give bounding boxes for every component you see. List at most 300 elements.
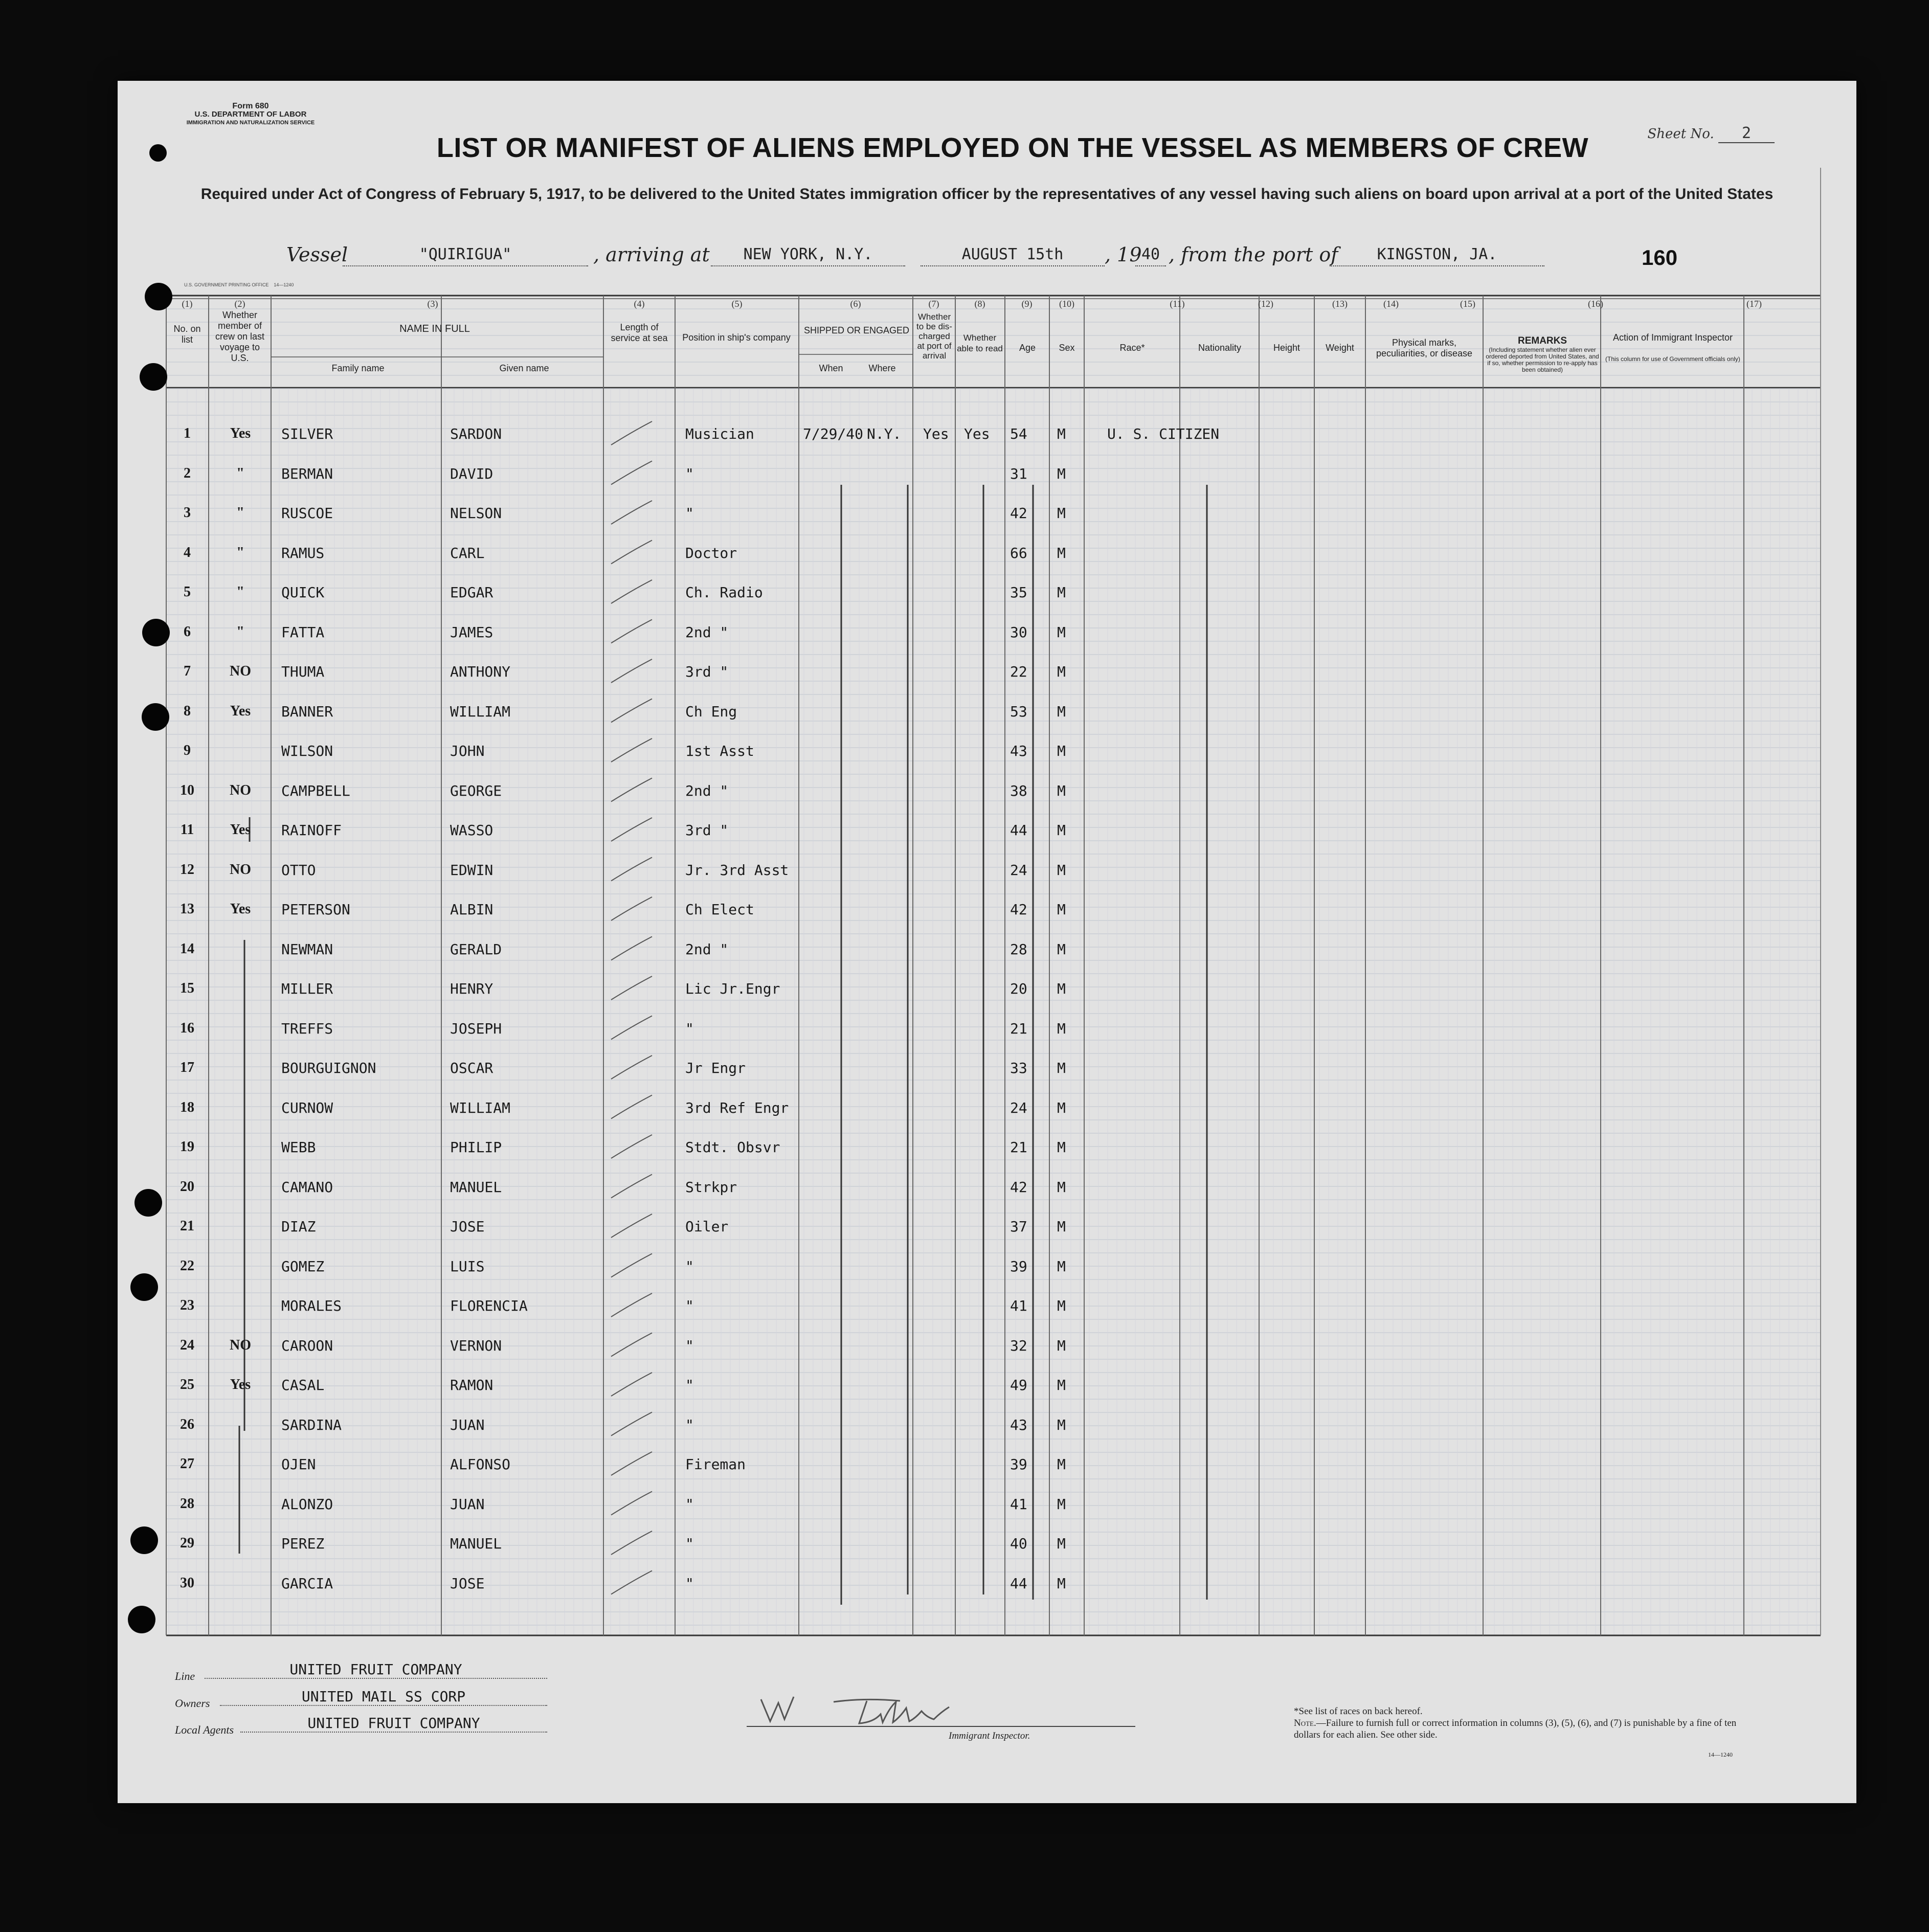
age-cell: 41 — [1010, 1495, 1027, 1513]
shipped-where-cell: N.Y. — [867, 425, 902, 442]
family-name-cell: MILLER — [281, 980, 333, 997]
position-cell: " — [685, 465, 694, 482]
sex-cell: M — [1057, 1297, 1066, 1314]
column-number: (11) — [1170, 299, 1185, 309]
sex-cell: M — [1057, 743, 1066, 759]
sex-cell: M — [1057, 782, 1066, 799]
column-number: (12) — [1258, 299, 1273, 309]
row-number: 26 — [180, 1416, 194, 1432]
service-tick-mark — [611, 778, 652, 802]
column-number: (8) — [974, 299, 985, 309]
sex-cell: M — [1057, 1495, 1066, 1513]
last-voyage-cell: Yes — [230, 822, 251, 838]
department-name: U.S. DEPARTMENT OF LABOR — [194, 110, 307, 119]
sex-cell: M — [1057, 703, 1066, 720]
row-number: 13 — [180, 901, 194, 917]
family-name-cell: OTTO — [281, 861, 316, 879]
family-name-cell: CURNOW — [281, 1099, 333, 1116]
age-cell: 44 — [1010, 822, 1027, 839]
age-cell: 31 — [1010, 465, 1027, 482]
header-when: When — [819, 363, 843, 373]
age-cell: 28 — [1010, 940, 1027, 958]
punch-hole — [145, 283, 172, 310]
row-number: 9 — [184, 743, 191, 758]
given-name-cell: HENRY — [450, 980, 494, 997]
given-name-cell: JAMES — [450, 623, 494, 641]
header-whether-crew: Whether member of crew on last voyage to U.S. — [215, 310, 265, 363]
given-name-cell: SARDON — [450, 425, 502, 442]
given-name-cell: GEORGE — [450, 782, 502, 799]
service-tick-mark — [611, 897, 652, 920]
last-voyage-cell: NO — [230, 663, 251, 679]
agents-value: UNITED FRUIT COMPANY — [240, 1715, 547, 1733]
given-name-cell: JOHN — [450, 743, 485, 759]
family-name-cell: PETERSON — [281, 901, 350, 918]
row-number: 29 — [180, 1535, 194, 1551]
position-cell: Jr. 3rd Asst — [685, 861, 789, 879]
service-tick-mark — [611, 620, 652, 643]
age-cell: 21 — [1010, 1020, 1027, 1037]
service-name: IMMIGRATION AND NATURALIZATION SERVICE — [186, 120, 315, 126]
sex-cell: M — [1057, 1020, 1066, 1037]
row-number: 27 — [180, 1456, 194, 1472]
arrival-port: NEW YORK, N.Y. — [711, 245, 905, 266]
sex-cell: M — [1057, 1218, 1066, 1235]
service-tick-mark — [611, 541, 652, 564]
sex-cell: M — [1057, 544, 1066, 561]
family-name-cell: THUMA — [281, 663, 325, 680]
service-tick-mark — [611, 421, 652, 445]
sex-cell: M — [1057, 1575, 1066, 1592]
punch-hole — [140, 363, 167, 391]
service-tick-mark — [611, 580, 652, 603]
age-cell: 42 — [1010, 505, 1027, 522]
position-cell: 2nd " — [685, 940, 729, 958]
sex-cell: M — [1057, 623, 1066, 641]
arrival-date: AUGUST 15th — [921, 245, 1105, 266]
footer-code: 14—1240 — [1708, 1751, 1733, 1758]
position-cell: Ch Eng — [685, 703, 737, 720]
column-number: (5) — [731, 299, 743, 309]
sheet-label: Sheet No. — [1647, 126, 1714, 142]
family-name-cell: ALONZO — [281, 1495, 333, 1513]
vessel-name: "QUIRIGUA" — [343, 245, 588, 266]
row-number: 28 — [180, 1495, 194, 1512]
last-voyage-cell: " — [236, 584, 244, 600]
sex-cell: M — [1057, 980, 1066, 997]
sex-cell: M — [1057, 1377, 1066, 1394]
inspector-signature — [747, 1681, 1135, 1727]
row-number: 10 — [180, 782, 194, 798]
departure-port: KINGSTON, JA. — [1330, 245, 1544, 266]
position-cell: " — [685, 1257, 694, 1275]
row-number: 22 — [180, 1257, 194, 1274]
row-number: 17 — [180, 1060, 194, 1075]
given-name-cell: VERNON — [450, 1337, 502, 1354]
family-name-cell: QUICK — [281, 584, 325, 601]
column-number: (1) — [182, 299, 193, 309]
family-name-cell: MORALES — [281, 1297, 342, 1314]
sex-cell: M — [1057, 1257, 1066, 1275]
header-position: Position in ship's company — [682, 332, 791, 343]
given-name-cell: JOSE — [450, 1575, 485, 1592]
service-tick-mark — [611, 461, 652, 485]
age-cell: 43 — [1010, 743, 1027, 759]
position-cell: " — [685, 1575, 694, 1592]
given-name-cell: MANUEL — [450, 1178, 502, 1196]
service-tick-mark — [611, 738, 652, 762]
sex-cell: M — [1057, 861, 1066, 879]
age-cell: 49 — [1010, 1377, 1027, 1394]
row-number: 1 — [184, 425, 191, 441]
sex-cell: M — [1057, 940, 1066, 958]
header-action-note: (This column for use of Government officials only) — [1605, 355, 1740, 363]
row-number: 19 — [180, 1139, 194, 1155]
family-name-cell: GARCIA — [281, 1575, 333, 1592]
document-title: LIST OR MANIFEST OF ALIENS EMPLOYED ON THE VESSEL AS MEMBERS OF CREW — [436, 132, 1589, 163]
row-number: 15 — [180, 980, 194, 996]
sex-cell: M — [1057, 822, 1066, 839]
given-name-cell: WILLIAM — [450, 703, 511, 720]
sex-cell: M — [1057, 1139, 1066, 1156]
position-cell: Oiler — [685, 1218, 729, 1235]
position-cell: Stdt. Obsvr — [685, 1139, 780, 1156]
row-number: 4 — [184, 544, 191, 560]
family-name-cell: TREFFS — [281, 1020, 333, 1037]
header-sex: Sex — [1059, 343, 1075, 353]
row-number: 25 — [180, 1377, 194, 1392]
punch-hole — [134, 1189, 162, 1217]
given-name-cell: CARL — [450, 544, 485, 561]
arriving-label: , arriving at — [593, 243, 710, 266]
age-cell: 44 — [1010, 1575, 1027, 1592]
age-cell: 33 — [1010, 1060, 1027, 1076]
service-tick-mark — [611, 699, 652, 723]
row-number: 30 — [180, 1575, 194, 1591]
line-label: Line — [175, 1670, 195, 1682]
column-number: (9) — [1021, 299, 1033, 309]
header-action: Action of Immigrant Inspector — [1612, 332, 1733, 343]
position-cell: Jr Engr — [685, 1060, 746, 1076]
row-number: 5 — [184, 584, 191, 600]
age-cell: 54 — [1010, 425, 1027, 442]
header-nationality: Nationality — [1198, 343, 1242, 353]
sex-cell: M — [1057, 1416, 1066, 1433]
sex-cell: M — [1057, 663, 1066, 680]
form-number: Form 680 — [232, 102, 269, 110]
position-cell: " — [685, 1495, 694, 1513]
last-voyage-cell: NO — [230, 861, 251, 878]
sex-cell: M — [1057, 1178, 1066, 1196]
age-cell: 24 — [1010, 1099, 1027, 1116]
family-name-cell: CAMPBELL — [281, 782, 350, 799]
service-tick-mark — [611, 1492, 652, 1515]
column-number: (10) — [1059, 299, 1074, 309]
column-number: (13) — [1332, 299, 1348, 309]
header-remarks: REMARKS — [1517, 335, 1567, 346]
header-marks: Physical marks, peculiarities, or disease — [1376, 338, 1473, 358]
service-tick-mark — [611, 858, 652, 881]
service-tick-mark — [611, 1373, 652, 1396]
family-name-cell: SARDINA — [281, 1416, 342, 1433]
position-cell: Fireman — [685, 1456, 746, 1473]
age-cell: 53 — [1010, 703, 1027, 720]
position-cell: 3rd Ref Engr — [685, 1099, 789, 1116]
position-cell: " — [685, 1416, 694, 1433]
given-name-cell: OSCAR — [450, 1060, 494, 1076]
given-name-cell: GERALD — [450, 940, 502, 958]
header-where: Where — [868, 363, 896, 373]
age-cell: 20 — [1010, 980, 1027, 997]
able-to-read-cell: Yes — [964, 425, 990, 442]
last-voyage-cell: " — [236, 465, 244, 481]
given-name-cell: JUAN — [450, 1495, 485, 1513]
last-voyage-cell: Yes — [230, 901, 251, 917]
row-number: 2 — [184, 465, 191, 481]
discharged-cell: Yes — [923, 425, 949, 442]
service-tick-mark — [611, 818, 652, 841]
given-name-cell: FLORENCIA — [450, 1297, 528, 1314]
service-tick-mark — [611, 1214, 652, 1238]
sex-cell: M — [1057, 1337, 1066, 1354]
owners-value: UNITED MAIL SS CORP — [220, 1688, 547, 1706]
header-race: Race* — [1119, 343, 1145, 353]
agents-label: Local Agents — [175, 1723, 234, 1736]
row-number: 23 — [180, 1297, 194, 1313]
position-cell: " — [685, 1377, 694, 1394]
row-number: 8 — [184, 703, 191, 719]
column-number: (4) — [634, 299, 645, 309]
given-name-cell: LUIS — [450, 1257, 485, 1275]
row-number: 18 — [180, 1099, 194, 1115]
family-name-cell: RAMUS — [281, 544, 325, 561]
penalty-note: Note.—Failure to furnish full or correct information in columns (3), (5), (6), and (7) is punishable by a fine of ten dollars for each alien. See other side. — [1294, 1718, 1737, 1740]
last-voyage-cell: Yes — [230, 703, 251, 719]
inspector-label: Immigrant Inspector. — [949, 1731, 1030, 1741]
position-cell: " — [685, 1535, 694, 1552]
row-number: 11 — [180, 822, 194, 838]
given-name-cell: EDWIN — [450, 861, 494, 879]
sex-cell: M — [1057, 1099, 1066, 1116]
punch-hole — [130, 1526, 158, 1554]
service-tick-mark — [611, 976, 652, 1000]
age-cell: 37 — [1010, 1218, 1027, 1235]
service-tick-mark — [611, 1531, 652, 1555]
sex-cell: M — [1057, 1535, 1066, 1552]
header-length-service: Length of service at sea — [611, 322, 668, 343]
position-cell: 2nd " — [685, 623, 729, 641]
sex-cell: M — [1057, 465, 1066, 482]
last-voyage-cell: Yes — [230, 425, 251, 441]
age-cell: 42 — [1010, 901, 1027, 918]
punch-hole — [142, 619, 170, 646]
sheet-value: 2 — [1718, 124, 1775, 143]
sex-cell: M — [1057, 584, 1066, 601]
age-cell: 43 — [1010, 1416, 1027, 1433]
header-given-name: Given name — [499, 363, 549, 373]
family-name-cell: WILSON — [281, 743, 333, 759]
given-name-cell: ALFONSO — [450, 1456, 511, 1473]
family-name-cell: CASAL — [281, 1377, 325, 1394]
punch-hole — [130, 1273, 158, 1301]
race-cell: U. S. CITIZEN — [1107, 425, 1220, 442]
vessel-label: Vessel — [286, 243, 348, 266]
manifest-sheet — [118, 81, 1856, 1803]
age-cell: 42 — [1010, 1178, 1027, 1196]
row-number: 6 — [184, 623, 191, 640]
position-cell: Musician — [685, 425, 754, 442]
position-cell: 3rd " — [685, 663, 729, 680]
column-number: (6) — [850, 299, 861, 309]
row-number: 3 — [184, 505, 191, 521]
age-cell: 30 — [1010, 623, 1027, 641]
position-cell: Strkpr — [685, 1178, 737, 1196]
family-name-cell: GOMEZ — [281, 1257, 325, 1275]
header-discharged: Whether to be dis-charged at port of arrival — [916, 312, 952, 361]
position-cell: Ch. Radio — [685, 584, 763, 601]
row-number: 16 — [180, 1020, 194, 1036]
last-voyage-cell: " — [236, 505, 244, 521]
service-tick-mark — [611, 1412, 652, 1436]
column-number: (14) — [1383, 299, 1399, 309]
family-name-cell: RAINOFF — [281, 822, 342, 839]
age-cell: 22 — [1010, 663, 1027, 680]
sex-cell: M — [1057, 425, 1066, 442]
row-number: 24 — [180, 1337, 194, 1353]
header-height: Height — [1273, 343, 1300, 353]
family-name-cell: BANNER — [281, 703, 333, 720]
service-tick-mark — [611, 501, 652, 524]
position-cell: 2nd " — [685, 782, 729, 799]
age-cell: 24 — [1010, 861, 1027, 879]
given-name-cell: NELSON — [450, 505, 502, 522]
row-number: 14 — [180, 940, 194, 957]
given-name-cell: PHILIP — [450, 1139, 502, 1156]
family-name-cell: CAMANO — [281, 1178, 333, 1196]
last-voyage-cell: NO — [230, 782, 251, 798]
age-cell: 21 — [1010, 1139, 1027, 1156]
last-voyage-cell: Yes — [230, 1377, 251, 1392]
family-name-cell: PEREZ — [281, 1535, 325, 1552]
row-number: 12 — [180, 861, 194, 878]
age-cell: 40 — [1010, 1535, 1027, 1552]
row-number: 7 — [184, 663, 191, 679]
age-cell: 35 — [1010, 584, 1027, 601]
position-cell: 3rd " — [685, 822, 729, 839]
given-name-cell: WILLIAM — [450, 1099, 511, 1116]
family-name-cell: BOURGUIGNON — [281, 1060, 376, 1076]
sex-cell: M — [1057, 505, 1066, 522]
family-name-cell: CAROON — [281, 1337, 333, 1354]
stamped-page-number: 160 — [1642, 245, 1678, 269]
position-cell: Ch Elect — [685, 901, 754, 918]
sex-cell: M — [1057, 1456, 1066, 1473]
year-prefix: , 19 — [1105, 243, 1142, 266]
header-weight: Weight — [1326, 343, 1354, 353]
last-voyage-cell: " — [236, 623, 244, 640]
header-name-in-full: NAME IN FULL — [399, 323, 470, 334]
header-family-name: Family name — [331, 363, 385, 373]
column-number: (2) — [234, 299, 245, 309]
service-tick-mark — [611, 937, 652, 960]
column-number: (3) — [427, 299, 438, 309]
given-name-cell: DAVID — [450, 465, 494, 482]
from-label: , from the port of — [1169, 243, 1338, 266]
family-name-cell: SILVER — [281, 425, 333, 442]
header-no-on-list: No. on list — [173, 324, 201, 345]
service-tick-mark — [611, 1333, 652, 1357]
last-voyage-cell: NO — [230, 1337, 251, 1353]
age-cell: 38 — [1010, 782, 1027, 799]
service-tick-mark — [611, 659, 652, 683]
service-tick-mark — [611, 1293, 652, 1317]
races-note: *See list of races on back hereof. — [1294, 1706, 1423, 1717]
position-cell: " — [685, 505, 694, 522]
column-number: (17) — [1746, 299, 1762, 309]
service-tick-mark — [611, 1254, 652, 1277]
header-age: Age — [1019, 343, 1036, 353]
age-cell: 41 — [1010, 1297, 1027, 1314]
service-tick-mark — [611, 1452, 652, 1475]
age-cell: 39 — [1010, 1257, 1027, 1275]
row-number: 21 — [180, 1218, 194, 1234]
line-value: UNITED FRUIT COMPANY — [205, 1661, 547, 1679]
given-name-cell: RAMON — [450, 1377, 494, 1394]
punch-hole — [128, 1606, 155, 1633]
service-tick-mark — [611, 1571, 652, 1594]
family-name-cell: RUSCOE — [281, 505, 333, 522]
owners-label: Owners — [175, 1697, 210, 1710]
family-name-cell: BERMAN — [281, 465, 333, 482]
given-name-cell: MANUEL — [450, 1535, 502, 1552]
service-tick-mark — [611, 1016, 652, 1040]
given-name-cell: JOSEPH — [450, 1020, 502, 1037]
header-shipped: SHIPPED OR ENGAGED — [803, 325, 910, 335]
column-number: (7) — [928, 299, 939, 309]
header-remarks-note: (Including statement whether alien ever ordered deported from United States, and if so, whether permission to re-apply has been obtained) — [1486, 346, 1599, 373]
sex-cell: M — [1057, 1060, 1066, 1076]
column-number: (15) — [1460, 299, 1475, 309]
given-name-cell: ANTHONY — [450, 663, 511, 680]
age-cell: 66 — [1010, 544, 1027, 561]
shipped-when-cell: 7/29/40 — [803, 425, 864, 442]
arrival-year: 40 — [1135, 245, 1166, 266]
service-tick-mark — [611, 1055, 652, 1079]
age-cell: 32 — [1010, 1337, 1027, 1354]
family-name-cell: WEBB — [281, 1139, 316, 1156]
given-name-cell: JOSE — [450, 1218, 485, 1235]
given-name-cell: EDGAR — [450, 584, 494, 601]
position-cell: 1st Asst — [685, 743, 754, 759]
sex-cell: M — [1057, 901, 1066, 918]
given-name-cell: WASSO — [450, 822, 494, 839]
position-cell: " — [685, 1337, 694, 1354]
given-name-cell: JUAN — [450, 1416, 485, 1433]
family-name-cell: DIAZ — [281, 1218, 316, 1235]
age-cell: 39 — [1010, 1456, 1027, 1473]
family-name-cell: FATTA — [281, 623, 325, 641]
punch-hole — [142, 703, 169, 731]
position-cell: " — [685, 1020, 694, 1037]
row-number: 20 — [180, 1178, 194, 1195]
column-number: (16) — [1588, 299, 1603, 309]
family-name-cell: NEWMAN — [281, 940, 333, 958]
last-voyage-cell: " — [236, 544, 244, 560]
position-cell: " — [685, 1297, 694, 1314]
given-name-cell: ALBIN — [450, 901, 494, 918]
family-name-cell: OJEN — [281, 1456, 316, 1473]
document-subtitle: Required under Act of Congress of February 5, 1917, to be delivered to the United States immigration officer by the representatives of any vessel having such aliens on board upon arrival at a port of the United States — [200, 186, 1774, 203]
